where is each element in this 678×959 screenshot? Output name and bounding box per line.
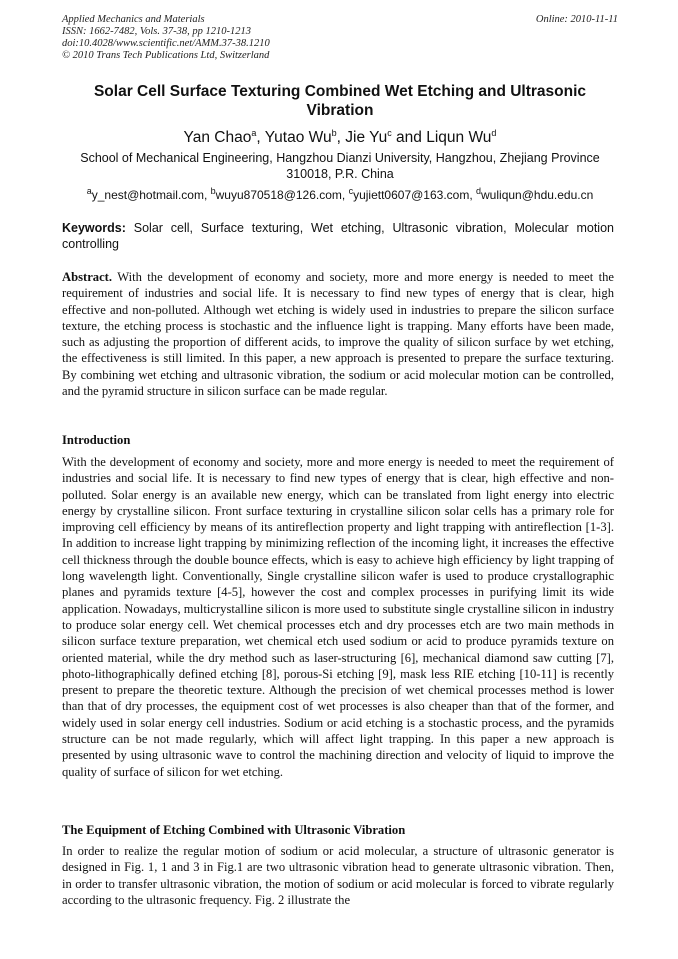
email-separator: , [341, 188, 349, 202]
email-superscript: d [476, 186, 482, 196]
abstract-label: Abstract. [62, 270, 113, 284]
journal-header [62, 14, 618, 62]
online-date: Online: 2010-11-11 [535, 14, 618, 25]
keywords-label: Keywords: [62, 221, 126, 235]
introduction-text: With the development of economy and society, more and more energy is needed to meet the requirement of industries and social life. It is necessary to find new types of energy that is clear, high effective and non-polluted. Solar energy is an available new energy, which can be translated from light energy into electric energy by crystalline silicon. Front surface texturing in crystalline silicon solar cells has a primary role for improving cell efficiency by means of its antireflection property and light trapping with antireflection [1-3]. In addition to increase light trapping by minimizing reflection of the incoming light, it increases the effective cell thickness through the double bounce effects, which is easy to achieve high efficiency by light trapping of long wavelength light. Conventionally, Single crystalline silicon wafer is used to produce crystallographic planes and pyramids texture [4-5], however the cost and complex processes in purifying limit its wide application. Nowadays, multicrystalline silicon is more used to substitute single crystalline silicon in industry to produce solar energy cell. Wet chemical processes etch and dry processes etch are two main methods in silicon surface texture preparation, wet chemical etch used sodium or acid to produce pyramids texture on oriented material, while the dry method such as laser-structuring [6], mechanical diamond saw cutting [7], photo-lithographically defined etching [8], porous-Si etching [9], mask less RIE etching [10-11] is recently present to prepare the theoretic texture. Although the precision of wet chemical processes method is lower than that of dry processes, the equipment cost of wet processes is also cheaper than that of the former, and widely used in solar energy cell industries. Sodium or acid etching is a stochastic process, and the pyramids structure can be not made regularly, which will affect light trapping. In this paper a new approach is presented by using ultrasonic wave to control the machining direction and velocity of liquid to improve the quality of surface of silicon for wet etching. [62, 455, 614, 779]
author-superscript: c [387, 128, 392, 138]
doi-line: doi:10.4028/www.scientific.net/AMM.37-38.1210 [62, 38, 270, 49]
email-superscript: c [348, 186, 354, 196]
author-name: Jie Yu [345, 129, 388, 147]
author-superscript: d [491, 128, 497, 138]
equipment-text: In order to realize the regular motion of sodium or acid molecular, a structure of ultrasonic generator is designed in Fig. 1, 1 and 3 in Fig.1 are two ultrasonic vibration head to generate ultrasonic vibration. Then, in order to transfer ultrasonic vibration, the motion of sodium or acid molecular is forced to vibrate regularly according to the ultrasonic frequency. Fig. 2 illustrate the [62, 844, 614, 907]
email-superscript: b [210, 186, 216, 196]
affiliation: School of Mechanical Engineering, Hangzhou Dianzi University, Hangzhou, Zhejiang Province 310018, P.R. China [80, 151, 600, 181]
author-name: Yan Chao [183, 129, 252, 147]
author-list [62, 124, 618, 147]
journal-name: Applied Mechanics and Materials [62, 14, 205, 25]
author-separator: , [336, 129, 346, 147]
email-address: y_nest@hotmail.com [91, 188, 204, 202]
abstract-block [62, 269, 614, 399]
author-name: Yutao Wu [264, 129, 332, 147]
email-address: wuliqun@hdu.edu.cn [481, 188, 594, 202]
author-separator: , [256, 129, 265, 147]
author-conjunction: and [391, 129, 427, 147]
author-name: Liqun Wu [426, 129, 492, 147]
email-list [62, 184, 618, 203]
paper-title: Solar Cell Surface Texturing Combined Wet Etching and Ultrasonic Vibration [93, 83, 587, 119]
email-address: yujiett0607@163.com [353, 188, 470, 202]
author-superscript: a [251, 128, 257, 138]
email-superscript: a [86, 186, 92, 196]
equipment-heading: The Equipment of Etching Combined with Ultrasonic Vibration [62, 823, 406, 837]
keywords-text: Solar cell, Surface texturing, Wet etching, Ultrasonic vibration, Molecular motion controlling [62, 221, 614, 251]
issn-line: ISSN: 1662-7482, Vols. 37-38, pp 1210-1213 [62, 26, 251, 37]
copyright-line: © 2010 Trans Tech Publications Ltd, Switzerland [62, 50, 270, 61]
abstract-text: With the development of economy and society, more and more energy is needed to meet the requirement of industries and social life. It is necessary to find new types of energy that is clear, high effective and non-polluted. Although wet etching is widely used in industries to prepare the silicon surface texture, the etching process is stochastic and the influence light is trapping. Many efforts have been made, such as adjusting the proportion of different acids, to improve the quality of silicon surface by wet etching, the effectiveness is still limited. In this paper, a new approach is presented to prepare the surface texturing. By combining wet etching and ultrasonic vibration, the sodium or acid molecular motion can be controlled, and the pyramid structure in silicon surface can be made regular. [62, 270, 614, 399]
email-address: wuyu870518@126.com [215, 188, 342, 202]
email-separator: , [469, 188, 476, 202]
introduction-heading: Introduction [62, 433, 131, 447]
author-superscript: b [331, 128, 337, 138]
email-separator: , [203, 188, 211, 202]
keywords-block [62, 221, 614, 252]
